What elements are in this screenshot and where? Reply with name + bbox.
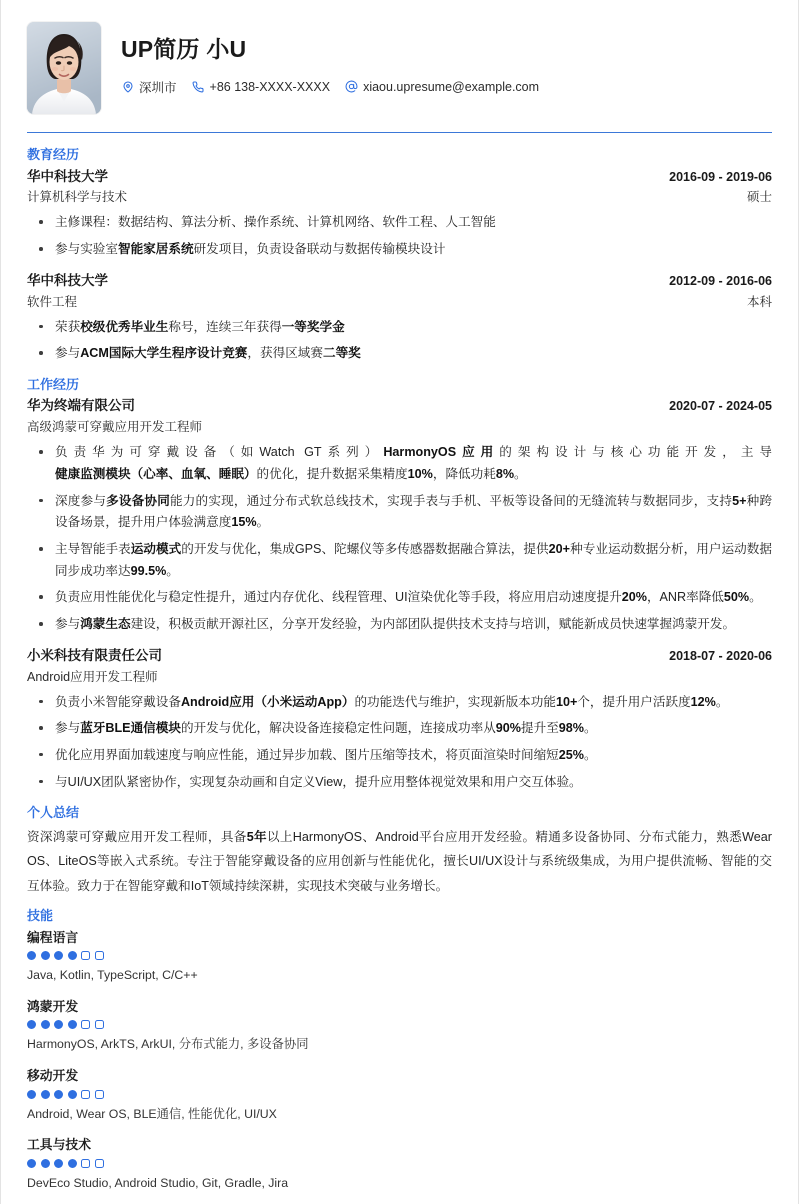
entry-subheader [27, 667, 772, 687]
skill-dot-empty [95, 1159, 104, 1168]
bullet-item: 参与鸿蒙生态建设，积极贡献开源社区，分享开发经验，为内部团队提供技术支持与培训，赋能新成员快速掌握鸿蒙开发。 [27, 614, 772, 636]
summary-text: 资深鸿蒙可穿戴应用开发工程师，具备5年以上HarmonyOS、Android平台应用开发经验。精通多设备协同、分布式能力，熟悉Wear OS、LiteOS等嵌入式系统。专注于智能穿戴设备的应用创新与性能优化，擅长UI/UX设计与系统级集成，为用户提供流畅、智能的交互体验。致力于在智能穿戴和IoT领域持续深耕，实现技术突破与业务增长。 [27, 829, 772, 893]
section-title-work: 工作经历 [27, 376, 80, 392]
bullet-item: 负责应用性能优化与稳定性提升，通过内存优化、线程管理、UI渲染优化等手段，将应用启动速度提升20%，ANR率降低50%。 [27, 587, 772, 609]
entry-date-range: 2016-09 - 2019-06 [669, 169, 772, 184]
bullet-item: 深度参与多设备协同能力的实现，通过分布式软总线技术，实现手表与手机、平板等设备间的无缝流转与数据同步，支持5+种跨设备场景，提升用户体验满意度15%。 [27, 491, 772, 534]
entry-header [27, 646, 772, 667]
phone-icon [192, 80, 205, 93]
bullet-item: 主修课程：数据结构、算法分析、操作系统、计算机网络、软件工程、人工智能 [27, 212, 772, 234]
bullet-item: 参与ACM国际大学生程序设计竞赛，获得区域赛二等奖 [27, 343, 772, 365]
header-divider [27, 132, 772, 133]
contact-email-value: xiaou.upresume@example.com [363, 79, 540, 94]
entry-subheader [27, 292, 772, 312]
bullet-item: 荣获校级优秀毕业生称号，连续三年获得一等奖学金 [27, 317, 772, 339]
entry-role: Android应用开发工程师 [27, 669, 158, 684]
entry-role: 计算机科学与技术 [27, 190, 128, 205]
skill-group-name: 鸿蒙开发 [27, 998, 79, 1014]
entry-header [27, 271, 772, 292]
skill-groups [27, 928, 772, 1194]
skill-dot-empty [95, 1090, 104, 1099]
contact-phone-value: +86 138-XXXX-XXXX [209, 79, 331, 94]
entry-organization: 华中科技大学 [27, 272, 108, 288]
entry-bullet-list [27, 317, 772, 365]
bullet-item: 参与蓝牙BLE通信模块的开发与优化，解决设备连接稳定性问题，连接成功率从90%提升至98%。 [27, 718, 772, 740]
skill-dot-filled [41, 1090, 50, 1099]
header-text-block [121, 22, 772, 96]
skill-dot-filled [54, 1159, 63, 1168]
entry-degree: 硕士 [746, 190, 772, 205]
skill-level-meter [27, 1020, 772, 1029]
section-education [27, 145, 772, 365]
avatar [27, 22, 101, 114]
skill-dot-empty [81, 1159, 90, 1168]
skill-group-name: 工具与技术 [27, 1137, 91, 1153]
skill-group-items: HarmonyOS, ArkTS, ArkUI, 分布式能力, 多设备协同 [27, 1037, 309, 1052]
skill-dot-filled [41, 1159, 50, 1168]
contact-email [345, 80, 539, 94]
page-title: UP简历 小U [121, 36, 247, 62]
email-at-icon [345, 80, 358, 93]
skill-dot-filled [27, 1159, 36, 1168]
skill-group-items: Java, Kotlin, TypeScript, C/C++ [27, 968, 198, 983]
bullet-item: 主导智能手表运动模式的开发与优化，集成GPS、陀螺仪等多传感器数据融合算法，提供20+种专业运动数据分析，用户运动数据同步成功率达99.5%。 [27, 539, 772, 582]
skill-dot-empty [81, 1090, 90, 1099]
skill-dot-empty [95, 1020, 104, 1029]
bullet-item: 参与实验室智能家居系统研发项目，负责设备联动与数据传输模块设计 [27, 239, 772, 261]
work-entries [27, 396, 772, 793]
bullet-item: 与UI/UX团队紧密协作，实现复杂动画和自定义View，提升应用整体视觉效果和用户交互体验。 [27, 772, 772, 794]
resume-entry [27, 396, 772, 635]
skill-dot-filled [54, 1020, 63, 1029]
contact-list [121, 78, 772, 96]
entry-date-range: 2012-09 - 2016-06 [669, 273, 772, 288]
bullet-item: 负责华为可穿戴设备（如Watch GT系列）HarmonyOS应用的架构设计与核心功能开发，主导健康监测模块（心率、血氧、睡眠）的优化，提升数据采集精度10%，降低功耗8%。 [27, 442, 772, 485]
resume-entry [27, 271, 772, 365]
entry-role: 高级鸿蒙可穿戴应用开发工程师 [27, 420, 203, 435]
contact-phone [192, 80, 331, 94]
entry-organization: 华中科技大学 [27, 168, 108, 184]
entry-organization: 小米科技有限责任公司 [27, 647, 162, 663]
contact-location-value: 深圳市 [139, 80, 177, 95]
skill-group-items: DevEco Studio, Android Studio, Git, Gradle, Jira [27, 1175, 289, 1190]
entry-date-range: 2018-07 - 2020-06 [669, 648, 772, 663]
skill-dot-filled [27, 951, 36, 960]
education-entries [27, 167, 772, 365]
skill-dot-filled [54, 951, 63, 960]
skill-dot-filled [68, 951, 77, 960]
skill-group-name: 移动开发 [27, 1068, 79, 1084]
entry-header [27, 167, 772, 188]
entry-role: 软件工程 [27, 294, 78, 309]
skill-level-meter [27, 1090, 772, 1099]
entry-bullet-list [27, 212, 772, 260]
skill-group [27, 997, 772, 1055]
skill-group [27, 928, 772, 986]
entry-bullet-list [27, 442, 772, 635]
section-title-skills: 技能 [27, 908, 54, 924]
section-skills [27, 906, 772, 1193]
entry-subheader [27, 417, 772, 437]
section-summary [27, 803, 772, 898]
skill-dot-filled [68, 1159, 77, 1168]
resume-entry [27, 646, 772, 794]
skill-dot-filled [27, 1020, 36, 1029]
skill-dot-filled [68, 1090, 77, 1099]
skill-group-items: Android, Wear OS, BLE通信, 性能优化, UI/UX [27, 1106, 277, 1121]
location-pin-icon [121, 80, 134, 93]
skill-dot-filled [27, 1090, 36, 1099]
skill-dot-filled [41, 1020, 50, 1029]
section-title-summary: 个人总结 [27, 805, 80, 821]
resume-header [27, 22, 772, 128]
skill-level-meter [27, 1159, 772, 1168]
skill-group-name: 编程语言 [27, 929, 79, 945]
entry-organization: 华为终端有限公司 [27, 398, 135, 414]
bullet-item: 负责小米智能穿戴设备Android应用（小米运动App）的功能迭代与维护，实现新版本功能10+个，提升用户活跃度12%。 [27, 692, 772, 714]
entry-date-range: 2020-07 - 2024-05 [669, 399, 772, 414]
contact-location [121, 78, 177, 96]
section-work [27, 375, 772, 793]
skill-dot-filled [54, 1090, 63, 1099]
section-title-education: 教育经历 [27, 147, 80, 162]
skill-dot-empty [81, 1020, 90, 1029]
skill-level-meter [27, 951, 772, 960]
skill-group [27, 1066, 772, 1124]
entry-degree: 本科 [746, 294, 772, 309]
skill-group [27, 1135, 772, 1193]
entry-subheader [27, 187, 772, 207]
bullet-item: 优化应用界面加载速度与响应性能，通过异步加载、图片压缩等技术，将页面渲染时间缩短25%。 [27, 745, 772, 767]
resume-entry [27, 167, 772, 261]
skill-dot-empty [81, 951, 90, 960]
skill-dot-filled [41, 951, 50, 960]
skill-dot-filled [68, 1020, 77, 1029]
entry-bullet-list [27, 692, 772, 794]
skill-dot-empty [95, 951, 104, 960]
entry-header [27, 396, 772, 417]
